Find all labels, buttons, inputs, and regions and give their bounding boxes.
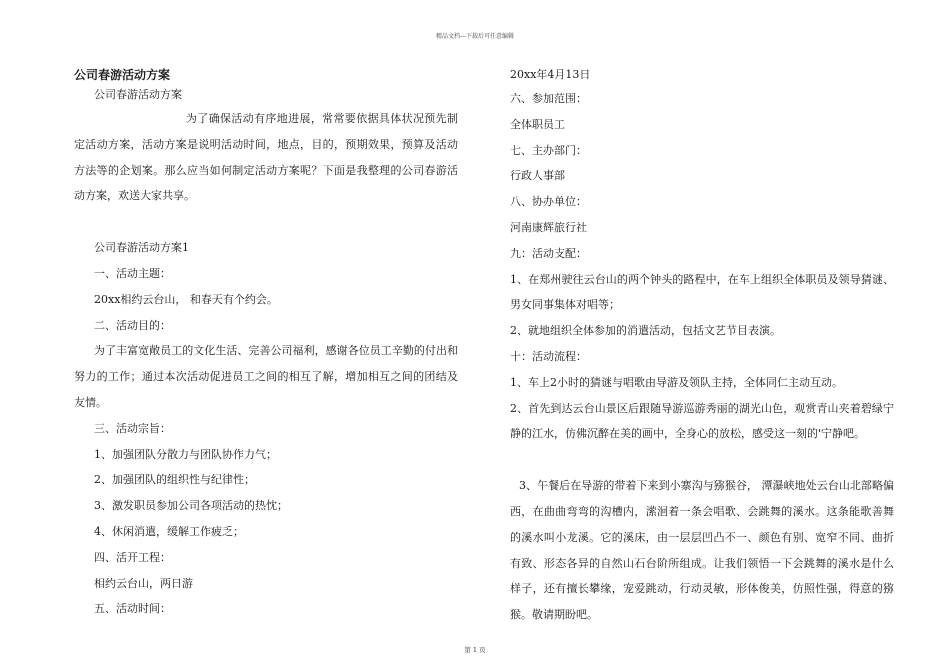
aim-item: 1、加强团队分散力与团队协作力气； xyxy=(94,447,277,461)
aim-item: 2、加强团队的组织性与纪律性； xyxy=(94,473,255,487)
purpose-heading: 二、活动目的： xyxy=(94,318,171,332)
document-title: 公司春游活动方案 xyxy=(74,68,171,82)
aim-item: 4、休闲消遣，缓解工作疲乏； xyxy=(94,524,244,538)
co-organizer-text: 河南康辉旅行社 xyxy=(510,220,587,234)
theme-heading: 一、活动主题： xyxy=(94,266,171,280)
event-date: 20xx年4月13日 xyxy=(510,68,591,81)
theme-text: 20xx相约云台山， 和春天有个约会。 xyxy=(94,292,278,306)
right-column xyxy=(510,66,894,628)
arrangement-heading: 九：活动支配： xyxy=(510,246,587,260)
scope-text: 全体职员工 xyxy=(510,117,565,131)
arrangement-item: 1、在郑州驶往云台山的两个钟头的路程中，在车上组织全体职员及领导猜谜、男女同事集体对唱等； xyxy=(510,272,894,312)
purpose-text: 为了丰富宽敞员工的文化生活、完善公司福利，感谢各位员工辛勤的付出和努力的工作；通过本次活动促进员工之间的相互了解，增加相互之间的团结及友情。 xyxy=(74,344,458,409)
plan-heading: 公司春游活动方案1 xyxy=(94,241,189,255)
left-column xyxy=(74,66,458,622)
aim-heading: 三、活动宗旨： xyxy=(94,421,171,435)
aim-item: 3、激发职员参加公司各项活动的热忱； xyxy=(94,499,288,513)
spacer xyxy=(74,209,458,235)
trip-heading: 四、活开工程： xyxy=(94,550,171,564)
host-text: 行政人事部 xyxy=(510,169,565,183)
page-header: 精品文档---下载后可任意编辑 xyxy=(435,33,515,40)
host-heading: 七、主办部门： xyxy=(510,143,587,157)
flow-item: 2、首先到达云台山景区后跟随导游巡游秀丽的湖光山色，观赏青山夹着碧绿宁静的江水，仿佛沉醉在美的画中，全身心的放松，感受这一刻的'宁静吧。 xyxy=(510,401,894,441)
flow-item: 3、午餐后在导游的带着下来到小寨沟与猕猴谷， 潭瀑峡地处云台山北部略偏西，在曲曲弯弯的沟槽内，潆洄着一条会唱歌、会跳舞的溪水。这条能歌善舞的溪水叫小龙溪。它的溪床，由一层层凹凸不一、颜色有别、宽窄不同、曲折有致、形态各异的自然山石台阶所组成。让我们领悟一下会跳舞的溪水是什么样子，还有擅长攀缘，宠爱跳动，行动灵敏，形体俊美，仿照性强，得意的猕猴。敬请期盼吧。 xyxy=(510,479,894,622)
flow-heading: 十：活动流程： xyxy=(510,349,587,363)
trip-text: 相约云台山，两日游 xyxy=(94,576,193,590)
intro-paragraph: 为了确保活动有序地进展，常常要依据具体状况预先制定活动方案，活动方案是说明活动时间，地点，目的，预期效果，预算及活动方法等的企划案。那么应当如何制定活动方案呢？下面是我整理的公司春游活动方案，欢送大家共享。 xyxy=(74,112,458,203)
co-organizer-heading: 八、协办单位： xyxy=(510,195,587,209)
scope-heading: 六、参加范围： xyxy=(510,92,587,105)
time-heading: 五、活动时间： xyxy=(94,602,171,616)
flow-item: 1、车上2小时的猜谜与唱歌由导游及领队主持，全体同仁主动互动。 xyxy=(510,375,843,389)
page-footer: 第 1 页 xyxy=(464,646,486,654)
arrangement-item: 2、就地组织全体参加的消遣活动，包括文艺节目表演。 xyxy=(510,324,781,338)
subtitle: 公司春游活动方案 xyxy=(94,88,182,101)
spacer xyxy=(510,447,894,473)
